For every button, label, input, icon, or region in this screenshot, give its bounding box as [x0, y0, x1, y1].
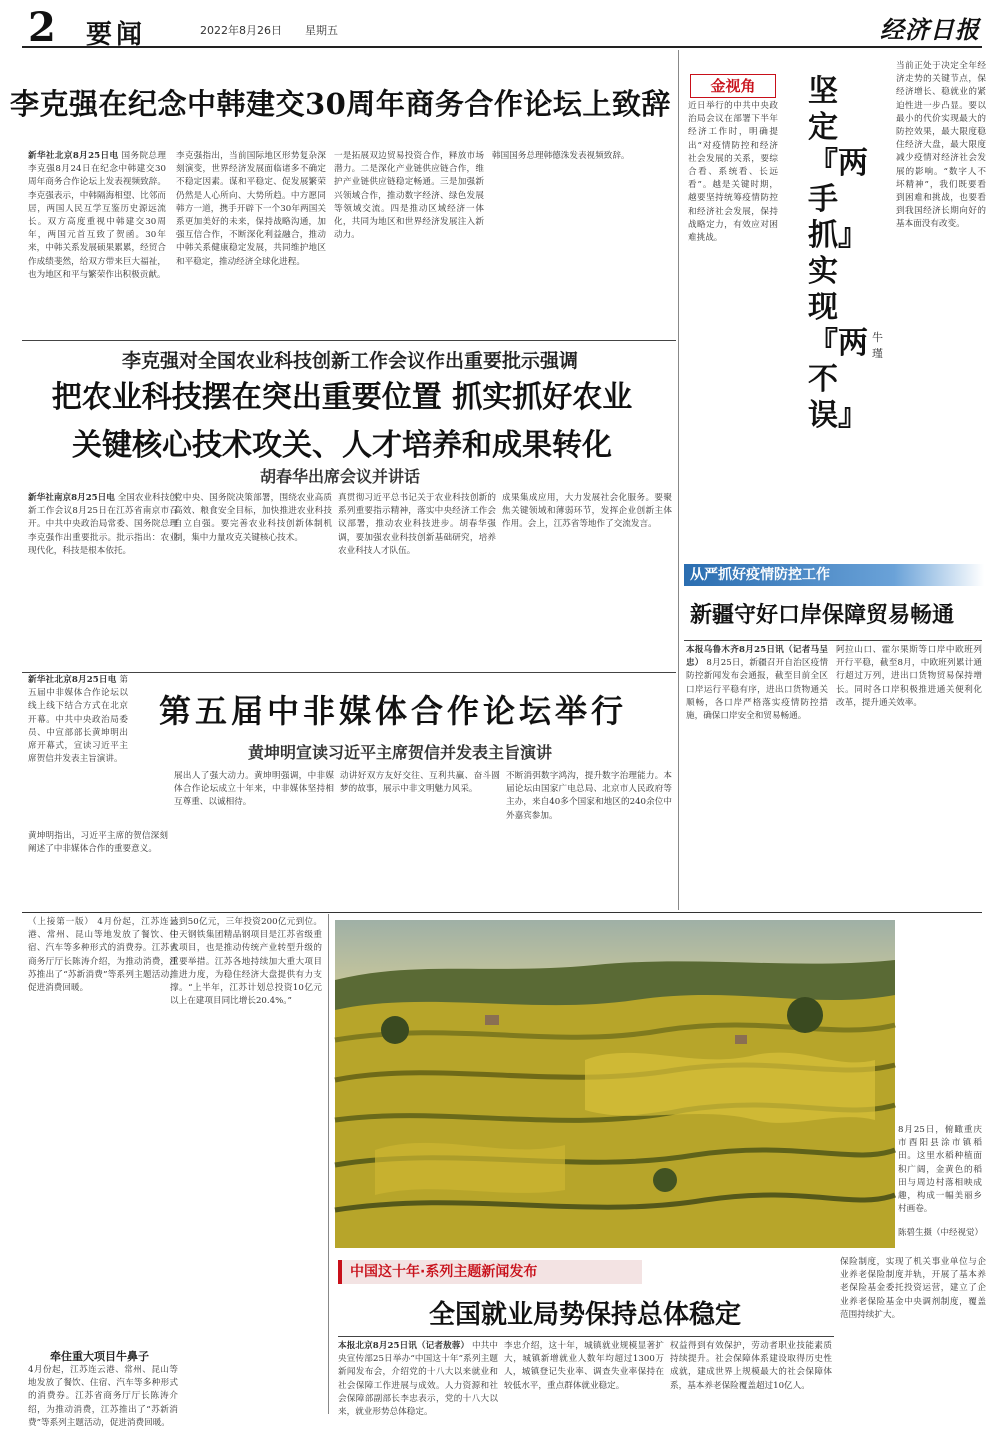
article1-col4: 韩国国务总理韩德洙发表视频致辞。 — [492, 151, 630, 161]
article3-col1: 新华社北京8月25日电 第五届中非媒体合作论坛以线上线下结合方式在北京开幕。中共中央政治局委员、中宣部部长黄坤明出席开幕式，宣读习近平主席贺信并发表主旨演讲。 — [28, 675, 128, 765]
article5-subhead: 牵住重大项目牛鼻子 — [50, 1350, 149, 1363]
article2-headline-line2: 关键核心技术攻关、人才培养和成果转化 — [72, 428, 612, 463]
issue-weekday: 星期五 — [305, 24, 338, 37]
photo-credit: 陈碧生摄（中经视觉） — [898, 1228, 984, 1238]
article1-headline: 李克强在纪念中韩建交30周年商务合作论坛上致辞 — [10, 87, 671, 121]
article1-col1: 新华社北京8月25日电 国务院总理李克强8月24日在纪念中韩建交30周年商务合作论坛上发表视频致辞。李克强表示，中韩隔海相望、比邻而居，两国人民互学互鉴历史源远流长。双方高度重视中韩建交30周年，两国元首互致了贺函。30年来，中韩关系发展硕果累累，经贸合作成绩斐然，给双方带来巨大福祉，也为地区和平与繁荣作出积极贡献。 — [28, 151, 166, 280]
masthead — [0, 0, 1000, 52]
article2-col3: 真贯彻习近平总书记关于农业科技创新的系列重要指示精神，落实中央经济工作会议部署，推动农业科技进步。胡春华强调，要加强农业科技创新基础研究，培养农业科技人才队伍。 — [338, 493, 496, 556]
article2-headline-line1: 把农业科技摆在突出重要位置 抓实抓好农业 — [51, 380, 633, 415]
xinjiang-col1: 本报乌鲁木齐8月25日讯（记者马呈忠） 8月25日，新疆召开自治区疫情防控新闻发布会通报，截至目前全区口岸运行平稳有序，进出口货物通关顺畅，各口岸严格落实疫情防控措施，确保口岸安全和贸易畅通。 — [686, 645, 828, 722]
paper-logo: 经济日报 — [880, 15, 980, 44]
article6-dateline: 本报北京8月25日讯（记者敖蓉） — [338, 1341, 470, 1351]
article2-kicker: 李克强对全国农业科技创新工作会议作出重要批示强调 — [121, 350, 578, 372]
article3-dateline: 新华社北京8月25日电 — [28, 675, 117, 685]
article1-dateline: 新华社北京8月25日电 — [28, 151, 119, 161]
xinjiang-col2: 阿拉山口、霍尔果斯等口岸中欧班列开行平稳，截至8月，中欧班列累计通行超过万列，进出口货物贸易保持增长。同时各口岸积极推进通关便利化改革，提升通关效率。 — [836, 645, 982, 708]
article6-col3: 权益得到有效保护，劳动者职业技能素质持续提升。社会保障体系建设取得历史性成就，建成世界上规模最大的社会保障体系，基本养老保险覆盖超过10亿人。 — [670, 1341, 832, 1391]
xinjiang-headline: 新疆守好口岸保障贸易畅通 — [690, 602, 955, 628]
commentary-author: 牛瑾 — [872, 331, 883, 360]
article3-col3: 展出人了强大动力。黄坤明强调，中非媒体合作论坛成立十年来，中非媒体坚持相互尊重、以诚相待。 — [174, 771, 334, 808]
article3-col5: 不断消弭数字鸿沟，提升数字治理能力。本届论坛由国家广电总局、北京市人民政府等主办，来自40多个国家和地区的240余位中外嘉宾参加。 — [506, 771, 672, 821]
xinjiang-dateline: 本报乌鲁木齐8月25日讯（记者马呈忠） — [686, 645, 828, 669]
article6-banner: 中国这十年·系列主题新闻发布 — [338, 1260, 642, 1284]
issue-date: 2022年8月26日 — [200, 24, 282, 37]
commentary-headline: 坚定『两手抓』实现『两不误』 — [808, 74, 868, 433]
page-number: 2 — [28, 4, 56, 51]
article1-col3: 一是拓展双边贸易投资合作，释放市场潜力。二是深化产业链供应链合作，维护产业链供应链稳定畅通。三是加强新兴领域合作，推动数字经济、绿色发展等领域交流。四是推动区域经济一体化，共同为地区和世界经济发展注入新动力。 — [334, 151, 484, 241]
article3-headline: 第五届中非媒体合作论坛举行 — [158, 692, 627, 730]
article3-col2: 黄坤明指出，习近平主席的贺信深刻阐述了中非媒体合作的重要意义。 — [28, 831, 168, 855]
photo-caption: 8月25日，俯瞰重庆市酉阳县涂市镇稻田。这里水稻种植面积广阔，金黄色的稻田与周边村落相映成趣，构成一幅美丽乡村画卷。 — [898, 1125, 982, 1215]
article6-col1: 本报北京8月25日讯（记者敖蓉） 中共中央宣传部25日举办“中国这十年”系列主题新闻发布会，介绍党的十八大以来就业和社会保障工作进展与成效。人力资源和社会保障部副部长李忠表示，党的十八大以来，就业形势总体稳定。 — [338, 1341, 498, 1418]
article3-subhead: 黄坤明宣读习近平主席贺信并发表主旨演讲 — [247, 743, 552, 762]
article6-headline: 全国就业局势保持总体稳定 — [428, 1300, 741, 1330]
commentary-col2: 当前正处于决定全年经济走势的关键节点，保经济增长、稳就业的紧迫性进一步凸显。要以最小的代价实现最大的防控效果，最大限度稳住经济大盘，最大限度减少疫情对经济社会发展的影响。“数字人不坏精神”，我们既要看到困难和挑战，也要看到我国经济长期向好的基本面没有改变。 — [896, 61, 986, 230]
article2-dateline: 新华社南京8月25日电 — [28, 493, 115, 503]
article3-col4: 动讲好双方友好交往、互利共赢、奋斗圆梦的故事，展示中非文明魅力风采。 — [340, 771, 500, 795]
rice-terrace-photo — [335, 920, 895, 1248]
article2-col1: 新华社南京8月25日电 全国农业科技创新工作会议8月25日在江苏省南京市召开。中共中央政治局常委、国务院总理李克强作出重要批示。批示指出：农业现代化，科技是根本依托。 — [28, 493, 178, 556]
article6-col4: 保险制度，实现了机关事业单位与企业养老保险制度并轨，开展了基本养老保险基金委托投资运营，建立了企业养老保险基金中央调剂制度，覆盖范围持续扩大。 — [840, 1257, 986, 1320]
commentary-col1: 近日举行的中共中央政治局会议在部署下半年经济工作时，明确提出“对疫情防控和经济社会发展的关系，要综合看、系统看、长远看”。越是关键时期，越要坚持统筹疫情防控和经济社会发展，保持战略定力，有效应对困难挑战。 — [688, 101, 778, 244]
article2-col4: 成果集成应用，大力发展社会化服务。要聚焦关键领域和薄弱环节，发挥企业创新主体作用。会上，江苏省等地作了交流发言。 — [502, 493, 672, 530]
article2-subhead: 胡春华出席会议并讲话 — [259, 467, 420, 486]
article1-col2: 李克强指出，当前国际地区形势复杂深刻演变，世界经济发展面临诸多不确定不稳定因素。谋和平稳定、促发展繁荣仍然是人心所向、大势所趋。中方愿同韩方一道，携手开辟下一个30年两国关系更加美好的未来，保持战略沟通，加强互信合作，不断深化利益融合，推动中韩关系健康稳定发展，共同维护地区和平稳定，推动经济全球化进程。 — [176, 151, 326, 267]
article5-col1b: 4月份起，江苏连云港、常州、昆山等地发放了餐饮、住宿、汽车等多种形式的消费券。江苏省商务厅厅长陈涛介绍，为推动消费，江苏推出了“苏新消费”等系列主题活动，促进消费回暖。 — [28, 1365, 178, 1428]
article5-col2: 达到50亿元，三年投资200亿元到位。中天钢铁集团精品钢项目是江苏省级重大项目，也是推动传统产业转型升级的重要举措。江苏各地持续加大重大项目推进力度，为稳住经济大盘提供有力支撑。“上半年，江苏计划总投资10亿元以上在建项目同比增长20.4%。” — [170, 917, 322, 1007]
rice-terrace-illustration — [335, 920, 895, 1248]
article5-col1: （上接第一版） 4月份起，江苏连云港、常州、昆山等地发放了餐饮、住宿、汽车等多种形式的消费券。江苏省商务厅厅长陈涛介绍，为推动消费，江苏推出了“苏新消费”等系列主题活动，促进消费回暖。 — [28, 917, 178, 994]
commentary-tag: 金视角 — [690, 74, 776, 98]
article2-col2: 党中央、国务院决策部署，围绕农业高质高效、粮食安全目标，加快推进农业科技自立自强。要完善农业科技创新体制机制，集中力量攻克关键核心技术。 — [174, 493, 332, 543]
article6-col2: 李忠介绍，这十年，城镇就业规模显著扩大，城镇新增就业人数年均超过1300万人，城镇登记失业率、调查失业率保持在较低水平，重点群体就业稳定。 — [504, 1341, 664, 1391]
xinjiang-banner: 从严抓好疫情防控工作 — [684, 564, 984, 586]
section-title: 要闻 — [86, 20, 147, 50]
